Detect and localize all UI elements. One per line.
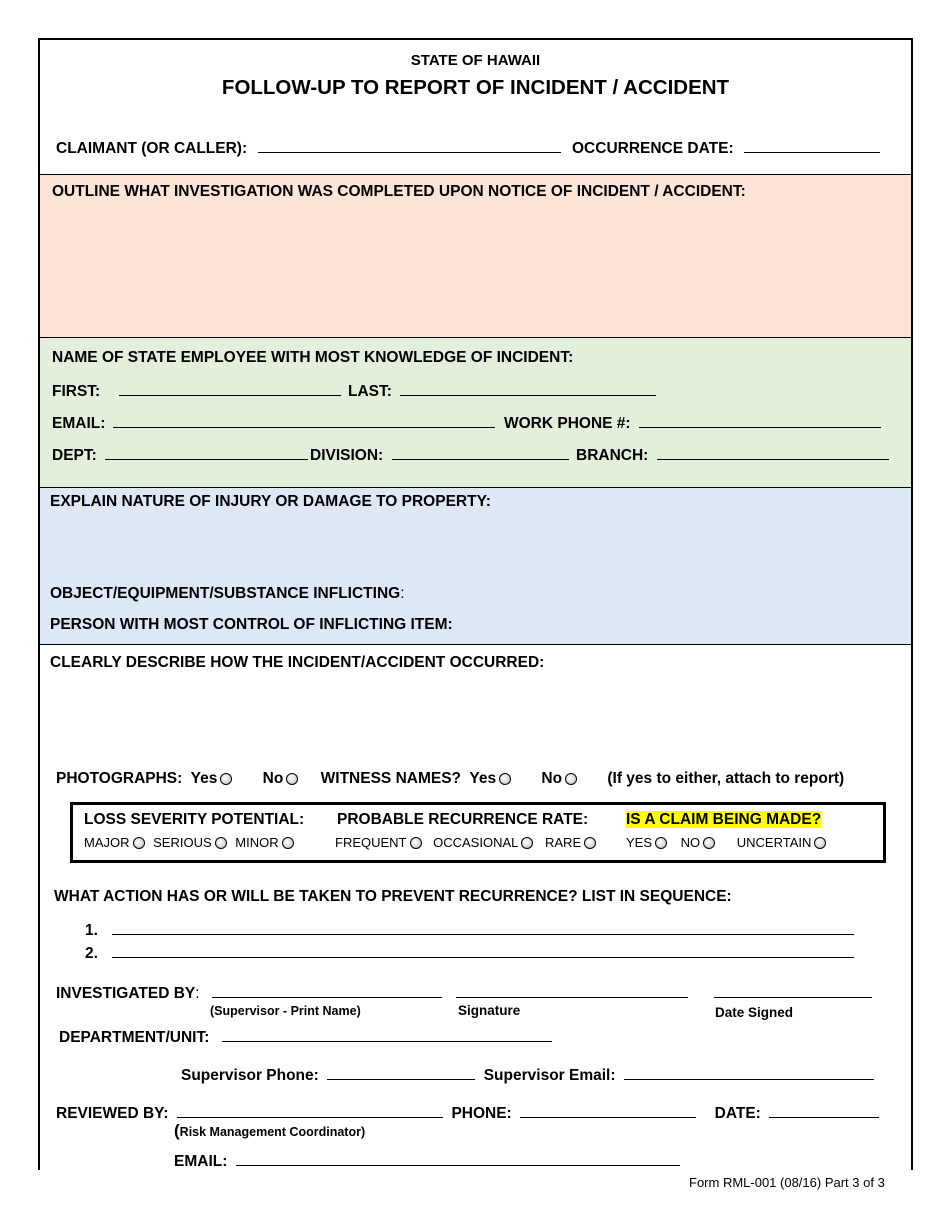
option-uncertain-label: UNCERTAIN bbox=[736, 835, 812, 850]
last-name-input[interactable] bbox=[400, 381, 656, 396]
photographs-yes-label: Yes bbox=[190, 770, 218, 787]
coordinator-caption-wrap bbox=[174, 1121, 365, 1141]
first-name-input[interactable] bbox=[119, 381, 341, 396]
investigation-section[interactable] bbox=[40, 174, 911, 338]
signature-caption: Signature bbox=[458, 1003, 521, 1018]
object-row bbox=[50, 585, 405, 603]
photographs-row bbox=[56, 770, 844, 788]
supervisor-name-input[interactable] bbox=[212, 983, 442, 998]
investigation-label: OUTLINE WHAT INVESTIGATION WAS COMPLETED UPON NOTICE OF INCIDENT / ACCIDENT: bbox=[52, 183, 746, 200]
attach-note: (If yes to either, attach to report) bbox=[607, 770, 845, 787]
claim-question bbox=[626, 811, 821, 829]
injury-section bbox=[40, 488, 911, 645]
employee-heading: NAME OF STATE EMPLOYEE WITH MOST KNOWLEDGE OF INCIDENT: bbox=[52, 349, 574, 366]
department-unit-input[interactable] bbox=[222, 1027, 552, 1042]
coordinator-caption: Risk Management Coordinator) bbox=[179, 1125, 366, 1139]
reviewed-phone-label: PHONE: bbox=[451, 1105, 512, 1122]
option-frequent-radio[interactable] bbox=[410, 837, 422, 849]
work-phone-row bbox=[504, 413, 881, 433]
reviewed-by-input[interactable] bbox=[177, 1103, 443, 1118]
date-signed-input[interactable] bbox=[714, 983, 872, 998]
claimant-label: CLAIMANT (OR CALLER): bbox=[56, 140, 248, 157]
division-row bbox=[310, 445, 569, 465]
severity-box bbox=[70, 802, 886, 863]
branch-label: BRANCH: bbox=[576, 447, 649, 464]
signature-input[interactable] bbox=[456, 983, 688, 998]
last-name-row bbox=[348, 381, 656, 401]
injury-label: EXPLAIN NATURE OF INJURY OR DAMAGE TO PROPERTY: bbox=[50, 493, 491, 510]
form-footer: Form RML-001 (08/16) Part 3 of 3 bbox=[689, 1175, 885, 1190]
investigated-row bbox=[56, 983, 442, 1003]
action-item-1-number: 1. bbox=[85, 922, 98, 939]
dept-input[interactable] bbox=[105, 445, 308, 460]
witness-no-label: No bbox=[541, 770, 563, 787]
reviewer-email-input[interactable] bbox=[236, 1151, 680, 1166]
signature-field bbox=[456, 983, 688, 1003]
supervisor-email-input[interactable] bbox=[624, 1065, 874, 1080]
claimant-input[interactable] bbox=[258, 138, 561, 153]
option-yes-radio[interactable] bbox=[655, 837, 667, 849]
supervisor-contact-row bbox=[181, 1065, 874, 1085]
option-occasional-label: OCCASIONAL bbox=[433, 835, 519, 850]
option-minor-label: MINOR bbox=[235, 835, 279, 850]
claimant-row bbox=[56, 138, 561, 158]
photographs-no-label: No bbox=[262, 770, 284, 787]
date-signed-field bbox=[714, 983, 872, 1003]
dept-label: DEPT: bbox=[52, 447, 97, 464]
work-phone-input[interactable] bbox=[639, 413, 881, 428]
employee-section bbox=[40, 338, 911, 488]
option-no-radio[interactable] bbox=[703, 837, 715, 849]
employee-email-label: EMAIL: bbox=[52, 415, 106, 432]
dept-row bbox=[52, 445, 308, 465]
supervisor-phone-label: Supervisor Phone: bbox=[181, 1067, 319, 1084]
option-major-radio[interactable] bbox=[133, 837, 145, 849]
reviewer-email-label: EMAIL: bbox=[174, 1153, 228, 1170]
employee-email-input[interactable] bbox=[113, 413, 495, 428]
action-item-1-input[interactable] bbox=[112, 920, 854, 935]
option-minor-radio[interactable] bbox=[282, 837, 294, 849]
describe-label: CLEARLY DESCRIBE HOW THE INCIDENT/ACCIDENT OCCURRED: bbox=[50, 654, 545, 671]
reviewed-row bbox=[56, 1103, 879, 1123]
action-item-1 bbox=[85, 920, 854, 940]
division-input[interactable] bbox=[392, 445, 569, 460]
reviewed-phone-input[interactable] bbox=[520, 1103, 696, 1118]
supervisor-caption: (Supervisor - Print Name) bbox=[210, 1004, 361, 1018]
photographs-yes-radio[interactable] bbox=[220, 773, 232, 785]
object-colon: : bbox=[400, 585, 405, 602]
form-title: FOLLOW-UP TO REPORT OF INCIDENT / ACCIDENT bbox=[221, 76, 730, 99]
loss-severity-options bbox=[84, 835, 294, 850]
loss-severity-label: LOSS SEVERITY POTENTIAL: bbox=[84, 811, 305, 828]
witness-yes-label: Yes bbox=[469, 770, 497, 787]
option-rare-radio[interactable] bbox=[584, 837, 596, 849]
option-major-label: MAJOR bbox=[84, 835, 130, 850]
action-item-2-input[interactable] bbox=[112, 943, 854, 958]
option-yes-label: YES bbox=[626, 835, 653, 850]
department-unit-label: DEPARTMENT/UNIT: bbox=[59, 1029, 210, 1046]
form-page bbox=[38, 38, 913, 1170]
option-frequent-label: FREQUENT bbox=[335, 835, 407, 850]
claim-options bbox=[626, 835, 826, 850]
option-occasional-radio[interactable] bbox=[521, 837, 533, 849]
option-serious-radio[interactable] bbox=[215, 837, 227, 849]
first-name-label: FIRST: bbox=[52, 383, 101, 400]
action-item-2 bbox=[85, 943, 854, 963]
recurrence-options bbox=[335, 835, 596, 850]
photographs-label: PHOTOGRAPHS: bbox=[56, 770, 183, 787]
supervisor-phone-input[interactable] bbox=[327, 1065, 475, 1080]
department-row bbox=[59, 1027, 552, 1047]
reviewed-date-label: DATE: bbox=[714, 1105, 761, 1122]
branch-input[interactable] bbox=[657, 445, 889, 460]
recurrence-label: PROBABLE RECURRENCE RATE: bbox=[337, 811, 589, 828]
reviewed-by-label: REVIEWED BY: bbox=[56, 1105, 169, 1122]
reviewer-email-row bbox=[174, 1151, 680, 1171]
photographs-no-radio[interactable] bbox=[286, 773, 298, 785]
occurrence-date-input[interactable] bbox=[744, 138, 880, 153]
email-row bbox=[52, 413, 495, 433]
option-serious-label: SERIOUS bbox=[153, 835, 212, 850]
work-phone-label: WORK PHONE #: bbox=[504, 415, 631, 432]
witness-yes-radio[interactable] bbox=[499, 773, 511, 785]
division-label: DIVISION: bbox=[310, 447, 384, 464]
last-name-label: LAST: bbox=[348, 383, 392, 400]
occurrence-row bbox=[572, 138, 880, 158]
state-heading: STATE OF HAWAII bbox=[410, 52, 541, 69]
witness-label: WITNESS NAMES? bbox=[320, 770, 462, 787]
first-name-row bbox=[52, 381, 341, 401]
investigated-label: INVESTIGATED BY bbox=[56, 985, 196, 1002]
branch-row bbox=[576, 445, 889, 465]
option-no-label: NO bbox=[680, 835, 701, 850]
occurrence-date-label: OCCURRENCE DATE: bbox=[572, 140, 734, 157]
investigated-colon: : bbox=[195, 985, 200, 1002]
claim-question-label: IS A CLAIM BEING MADE? bbox=[626, 811, 822, 828]
actions-label: WHAT ACTION HAS OR WILL BE TAKEN TO PREVENT RECURRENCE? LIST IN SEQUENCE: bbox=[54, 888, 732, 905]
reviewed-date-input[interactable] bbox=[769, 1103, 879, 1118]
object-label: OBJECT/EQUIPMENT/SUBSTANCE INFLICTING bbox=[50, 585, 401, 602]
date-signed-caption: Date Signed bbox=[715, 1005, 794, 1020]
coordinator-paren: ( bbox=[174, 1121, 180, 1140]
supervisor-email-label: Supervisor Email: bbox=[483, 1067, 616, 1084]
person-control-label: PERSON WITH MOST CONTROL OF INFLICTING ITEM: bbox=[50, 616, 453, 633]
option-rare-label: RARE bbox=[545, 835, 582, 850]
action-item-2-number: 2. bbox=[85, 945, 98, 962]
witness-no-radio[interactable] bbox=[565, 773, 577, 785]
option-uncertain-radio[interactable] bbox=[814, 837, 826, 849]
